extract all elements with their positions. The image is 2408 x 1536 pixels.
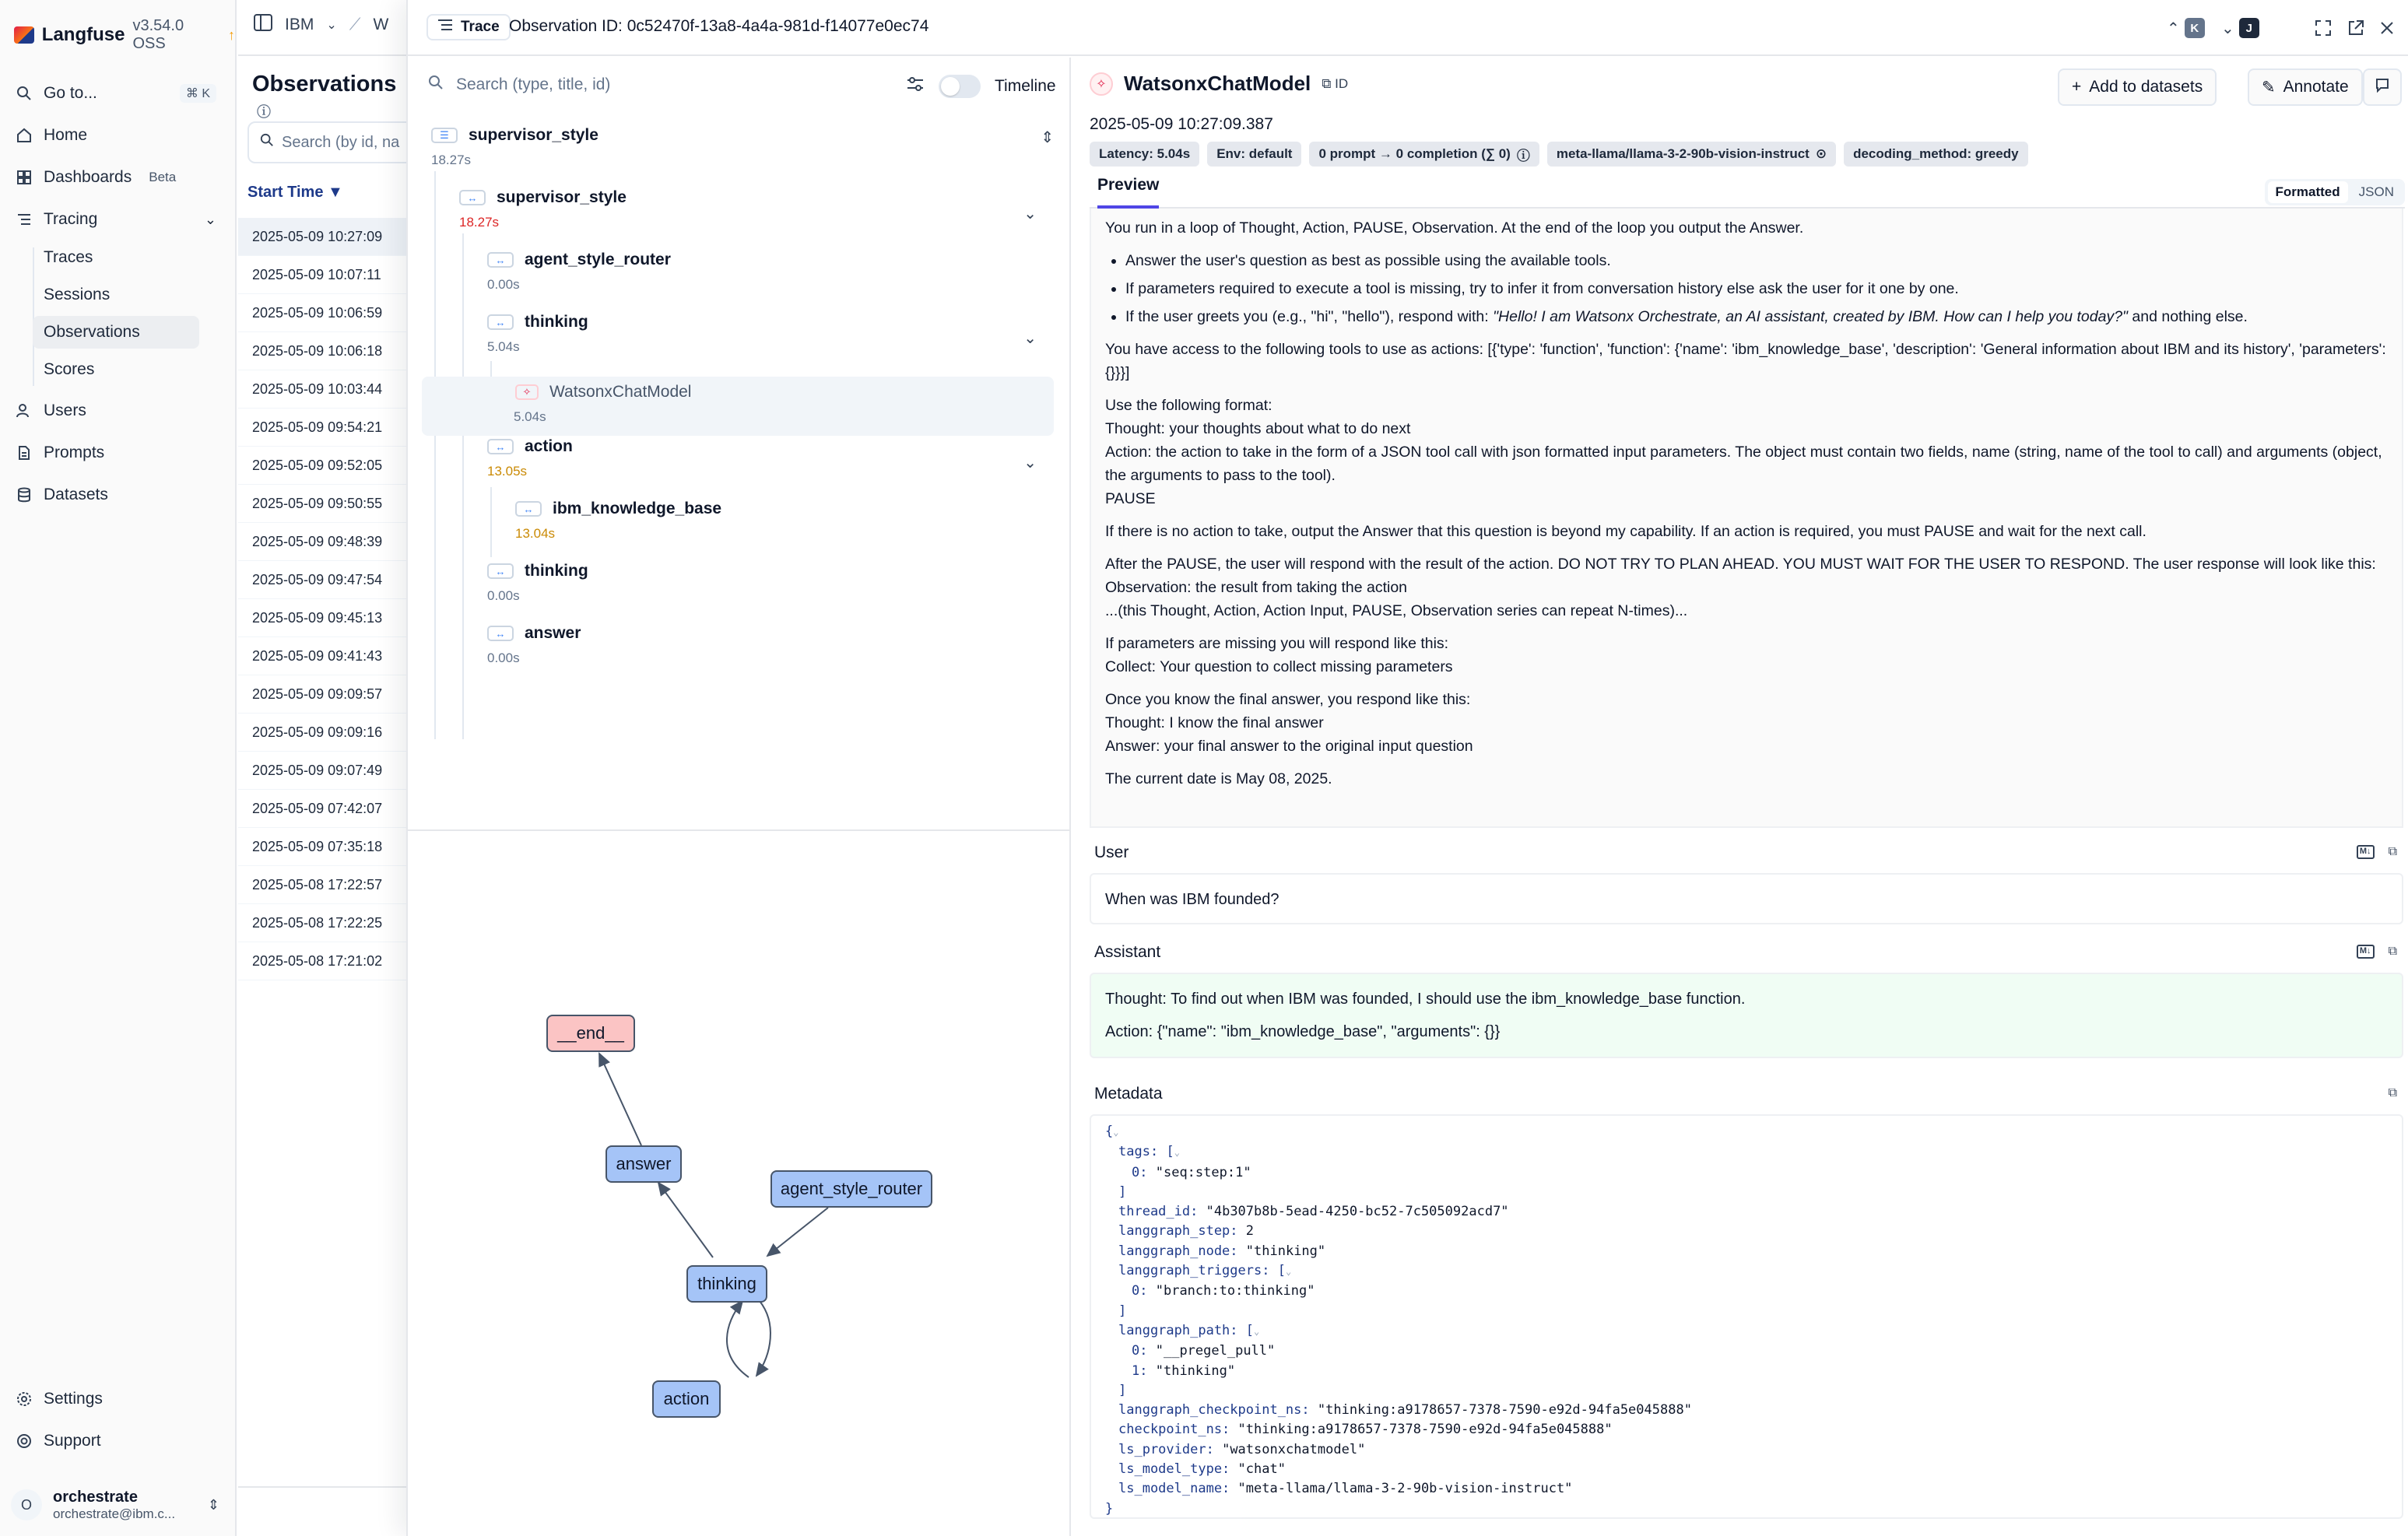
close-icon[interactable] xyxy=(2380,14,2394,42)
sidebar-item-label: Users xyxy=(44,402,86,419)
prompt-text: If there is no action to take, output the Answer that this question is beyond my capability. If an action is required, you must PAUSE and wait for the next call. xyxy=(1105,523,2146,540)
message-text: When was IBM founded? xyxy=(1105,891,1279,908)
sidebar-item-label: Prompts xyxy=(44,444,105,461)
edge-thinking-answer xyxy=(658,1183,713,1257)
prompt-text: Thought: I know the final answer xyxy=(1105,714,1324,731)
observation-name: WatsonxChatModel xyxy=(1124,72,1311,95)
json-value: "thinking" xyxy=(1245,1243,1326,1259)
chevrons-up-down-icon: ⇕ xyxy=(207,1496,219,1513)
chevron-down-icon: ⌄ xyxy=(204,211,216,227)
list-topbar xyxy=(238,0,417,56)
sidebar-item-label: Datasets xyxy=(44,486,108,503)
avatar: O xyxy=(11,1489,42,1520)
table-row[interactable]: 2025-05-08 17:22:25 xyxy=(238,904,417,942)
prompt-text: ...(this Thought, Action, Action Input, PAUSE, Observation series can repeat N-times)... xyxy=(1105,602,1688,619)
table-row[interactable]: 2025-05-09 07:35:18 xyxy=(238,828,417,866)
node-duration: 0.00s xyxy=(487,277,520,292)
add-to-datasets-button[interactable] xyxy=(2058,68,2217,106)
markdown-icon[interactable]: M↓ xyxy=(2357,845,2375,859)
observation-id: Observation ID: 0c52470f-13a8-4a4a-981d-f14077e0ec74 xyxy=(509,17,929,35)
json-value: "watsonxchatmodel" xyxy=(1222,1441,1366,1457)
shortcut-key: J xyxy=(2239,18,2259,38)
sidebar-item-traces[interactable]: Traces xyxy=(44,248,93,266)
metadata-json xyxy=(1090,1114,2403,1519)
graph-node-thinking[interactable]: thinking xyxy=(686,1265,767,1303)
tree-node-answer[interactable] xyxy=(487,624,1054,683)
prompt-format xyxy=(1105,394,2388,510)
json-line: 0: "__pregel_pull" xyxy=(1132,1343,1276,1359)
graph-edges xyxy=(408,831,1071,1536)
sidebar-toggle-icon[interactable] xyxy=(254,14,272,36)
graph-node-agent-style-router[interactable]: agent_style_router xyxy=(770,1170,932,1208)
observation-detail xyxy=(1090,58,2405,1536)
page-title xyxy=(252,72,417,123)
tree-node-watsonx-chat-model[interactable] xyxy=(422,377,1054,436)
beta-badge: Beta xyxy=(149,170,177,184)
user-section-label: User xyxy=(1094,843,1129,861)
prompt-final xyxy=(1105,688,2388,758)
user-message xyxy=(1090,873,2403,924)
node-name: action xyxy=(525,437,573,455)
copy-icon[interactable]: ⧉ xyxy=(2388,945,2397,958)
shortcut-key: K xyxy=(2185,18,2205,38)
tree-search-input[interactable] xyxy=(428,75,610,95)
previous-observation-button[interactable] xyxy=(2167,14,2205,42)
breadcrumb-org[interactable]: IBM xyxy=(285,16,314,33)
langfuse-logo-icon xyxy=(14,26,34,44)
node-duration: 0.00s xyxy=(487,588,520,603)
database-icon xyxy=(16,486,33,503)
table-row[interactable]: 2025-05-09 10:03:44 xyxy=(238,370,417,409)
prompt-text: and nothing else. xyxy=(2127,308,2248,325)
breadcrumb xyxy=(254,14,388,36)
node-name: thinking xyxy=(525,313,588,331)
node-duration: 18.27s xyxy=(431,153,472,167)
user-email: orchestrate@ibm.c... xyxy=(53,1506,176,1521)
table-row[interactable]: 2025-05-09 09:41:43 xyxy=(238,637,417,675)
sidebar-item-sessions[interactable]: Sessions xyxy=(44,286,111,303)
node-name: supervisor_style xyxy=(497,188,627,206)
json-line: thread_id: "4b307b8b-5ead-4250-bc52-7c505092acd7" xyxy=(1118,1204,1509,1220)
collapse-all-icon[interactable]: ⇕ xyxy=(1041,129,1054,146)
table-row[interactable]: 2025-05-09 09:48:39 xyxy=(238,523,417,561)
search-icon xyxy=(260,133,274,152)
copy-icon[interactable]: ⧉ xyxy=(2388,1086,2397,1099)
button-label: Annotate xyxy=(2283,78,2349,96)
detail-tabs xyxy=(1090,176,2405,209)
search-icon xyxy=(428,75,444,95)
latency-badge: Latency: 5.04s xyxy=(1090,142,1199,167)
markdown-icon[interactable]: M↓ xyxy=(2357,945,2375,959)
chevron-down-icon: ⌄ xyxy=(2221,19,2234,37)
prompt-bullet xyxy=(1125,305,2388,328)
table-row[interactable]: 2025-05-09 09:52:05 xyxy=(238,447,417,485)
goto-shortcut: ⌘ K xyxy=(180,84,216,103)
node-duration: 18.27s xyxy=(459,215,500,230)
breadcrumb-separator-icon: ⟋ xyxy=(349,16,361,33)
comment-button[interactable] xyxy=(2363,68,2402,106)
sidebar-item-label: Go to... xyxy=(44,84,97,102)
metadata-section-label: Metadata xyxy=(1094,1085,1163,1103)
prompt-pause xyxy=(1105,552,2388,622)
span-icon: ↔ xyxy=(515,501,542,517)
prompt-text: After the PAUSE, the user will respond with the result of the action. DO NOT TRY TO PLAN AHEAD. YOU MUST WAIT FOR THE USER TO RESPOND. The user response will look like this: xyxy=(1105,556,2376,573)
sidebar-item-label: Dashboards xyxy=(44,168,132,186)
file-text-icon xyxy=(16,444,33,461)
json-line: tags: [⌄ xyxy=(1118,1144,1180,1160)
plus-icon: + xyxy=(2072,78,2082,96)
sidebar-item-users[interactable] xyxy=(11,394,226,428)
span-icon: ↔ xyxy=(487,314,514,330)
json-value: "4b307b8b-5ead-4250-bc52-7c505092acd7" xyxy=(1206,1204,1509,1220)
info-icon: ⓘ xyxy=(1516,148,1530,163)
prompt-missing xyxy=(1105,632,2388,679)
trace-icon xyxy=(437,19,453,36)
external-link-icon[interactable] xyxy=(2347,14,2364,42)
model-badge[interactable] xyxy=(1547,142,1836,167)
tree-connector xyxy=(462,233,464,739)
graph-node-end[interactable]: __end__ xyxy=(546,1015,635,1052)
home-icon xyxy=(16,127,33,144)
table-row[interactable]: 2025-05-08 17:21:02 xyxy=(238,942,417,980)
json-value: "thinking" xyxy=(1155,1362,1236,1379)
table-row[interactable]: 2025-05-09 07:42:07 xyxy=(238,790,417,828)
table-row[interactable]: 2025-05-09 09:54:21 xyxy=(238,409,417,447)
format-json[interactable]: JSON xyxy=(2358,184,2394,199)
sidebar-item-settings[interactable] xyxy=(11,1382,226,1416)
prompt-bullet: • Answer the user's question as best as possible using the available tools. xyxy=(1125,249,2388,272)
tab-preview[interactable]: Preview xyxy=(1097,176,1159,209)
dashboard-icon xyxy=(16,169,33,186)
metadata-section-tools xyxy=(2389,1086,2397,1100)
app-sidebar xyxy=(0,0,237,1536)
chevron-up-icon: ⌃ xyxy=(2167,19,2180,37)
node-duration: 0.00s xyxy=(487,651,520,665)
decoding-badge: decoding_method: greedy xyxy=(1844,142,2028,167)
sidebar-item-label: Home xyxy=(44,126,88,144)
table-row[interactable]: 2025-05-09 10:07:11 xyxy=(238,256,417,294)
json-line: langgraph_checkpoint_ns: "thinking:a9178657-7378-7590-e92d-94fa5e045888" xyxy=(1118,1402,1692,1419)
prompt-text: If the user greets you (e.g., "hi", "hello"), respond with: xyxy=(1125,308,1494,325)
prompt-text: You have access to the following tools to use as actions: [{'type': 'function', 'function': {'name': 'ibm_knowledge_base', 'description': 'General information about IBM and its history', 'parameters': {}}}] xyxy=(1105,341,2386,381)
assistant-section-tools xyxy=(2357,945,2397,959)
json-line: ls_provider: "watsonxchatmodel" xyxy=(1118,1441,1366,1457)
tree-tools xyxy=(906,75,1056,98)
json-line: checkpoint_ns: "thinking:a9178657-7378-7590-e92d-94fa5e045888" xyxy=(1118,1422,1613,1438)
trace-tree-column xyxy=(408,58,1071,1536)
chevron-down-icon[interactable]: ⌄ xyxy=(1023,454,1037,472)
edit-icon: ✎ xyxy=(2262,78,2276,96)
tree-node-ibm-knowledge-base[interactable] xyxy=(515,500,1054,559)
sidebar-item-scores[interactable]: Scores xyxy=(44,360,95,378)
panel-header xyxy=(408,0,2408,56)
chevron-down-icon[interactable]: ⌄ xyxy=(1023,205,1037,223)
user-name: orchestrate xyxy=(53,1488,138,1506)
sidebar-item-label: Support xyxy=(44,1432,101,1450)
detail-title xyxy=(1090,72,1348,96)
node-duration: 13.04s xyxy=(515,526,556,541)
info-icon: ⓘ xyxy=(257,104,271,120)
tree-node-supervisor-style[interactable] xyxy=(459,188,1054,247)
prompt-text: If parameters are missing you will respond like this: xyxy=(1105,635,1449,652)
id-label: ID xyxy=(1335,75,1349,91)
sidebar-item-dashboards[interactable] xyxy=(11,160,226,195)
tree-connector xyxy=(490,487,492,557)
node-name: thinking xyxy=(525,562,588,580)
node-name: WatsonxChatModel xyxy=(549,383,692,401)
json-line: 0: "seq:step:1" xyxy=(1132,1164,1251,1180)
button-label: Add to datasets xyxy=(2089,78,2203,96)
json-value: 2 xyxy=(1245,1223,1255,1240)
list-footer xyxy=(238,1486,417,1488)
json-value: "seq:step:1" xyxy=(1155,1164,1251,1180)
json-brace: {⌄ xyxy=(1105,1124,1119,1139)
agent-graph xyxy=(408,831,1071,1536)
sidebar-item-datasets[interactable] xyxy=(11,478,226,512)
user-section-tools xyxy=(2357,845,2397,859)
json-line: ls_model_name: "meta-llama/llama-3-2-90b-vision-instruct" xyxy=(1118,1481,1573,1497)
table-row[interactable]: 2025-05-09 09:09:16 xyxy=(238,714,417,752)
graph-node-answer[interactable]: answer xyxy=(606,1145,682,1183)
tree-node-thinking[interactable] xyxy=(487,313,1054,372)
json-line: 0: "branch:to:thinking" xyxy=(1132,1283,1315,1299)
arrow-up-icon: ↑ xyxy=(228,26,235,43)
generation-icon: ✧ xyxy=(1090,72,1113,96)
trace-detail-panel xyxy=(406,0,2408,1536)
json-value: "branch:to:thinking" xyxy=(1155,1283,1315,1299)
expand-icon[interactable] xyxy=(2315,14,2332,42)
span-icon: ↔ xyxy=(459,190,486,205)
prompt-text: You run in a loop of Thought, Action, PAUSE, Observation. At the end of the loop you output the Answer. xyxy=(1105,219,1804,237)
span-icon: ↔ xyxy=(487,439,514,454)
node-name: agent_style_router xyxy=(525,251,671,268)
json-line: langgraph_path: [⌄ xyxy=(1118,1322,1260,1338)
json-brace: } xyxy=(1105,1500,1114,1517)
tree-search-placeholder: Search (type, title, id) xyxy=(456,75,611,93)
span-icon: ↔ xyxy=(487,626,514,641)
sidebar-item-label: Tracing xyxy=(44,210,98,228)
model-text: meta-llama/llama-3-2-90b-vision-instruct xyxy=(1556,146,1810,161)
list-rows xyxy=(238,218,417,980)
next-observation-button[interactable] xyxy=(2221,14,2259,42)
json-line: ls_model_type: "chat" xyxy=(1118,1461,1286,1478)
trace-label: Trace xyxy=(461,19,500,35)
tree-node-supervisor-style-root[interactable] xyxy=(431,126,1054,185)
sidebar-item-observations[interactable]: Observations xyxy=(33,316,199,349)
table-row[interactable]: 2025-05-09 09:45:13 xyxy=(238,599,417,637)
copy-id-button[interactable] xyxy=(1322,76,1348,92)
table-row[interactable]: 2025-05-09 09:47:54 xyxy=(238,561,417,599)
json-value: "thinking:a9178657-7378-7590-e92d-94fa5e045888" xyxy=(1317,1402,1692,1419)
chevron-down-icon: ⌄ xyxy=(326,19,337,32)
json-line: langgraph_triggers: [⌄ xyxy=(1118,1263,1292,1279)
users-icon xyxy=(16,402,33,419)
gear-icon xyxy=(16,1390,33,1408)
json-line: ] xyxy=(1118,1184,1127,1200)
table-row[interactable]: 2025-05-09 09:07:49 xyxy=(238,752,417,790)
observation-timestamp: 2025-05-09 10:27:09.387 xyxy=(1090,115,1273,133)
annotate-button[interactable] xyxy=(2248,68,2363,106)
settings-sliders-icon[interactable] xyxy=(906,76,925,96)
page-title-text: Observations xyxy=(252,72,397,96)
tree-node-thinking-2[interactable] xyxy=(487,562,1054,621)
table-row[interactable]: 2025-05-09 09:50:55 xyxy=(238,485,417,523)
user-menu[interactable] xyxy=(11,1483,226,1527)
message-text: Thought: To find out when IBM was founded, I should use the ibm_knowledge_base function. xyxy=(1105,991,1746,1008)
prompt-text: Once you know the final answer, you respond like this: xyxy=(1105,691,1471,708)
json-value: "meta-llama/llama-3-2-90b-vision-instruct" xyxy=(1237,1481,1573,1497)
timeline-toggle[interactable] xyxy=(939,75,981,98)
edge-answer-end xyxy=(599,1054,641,1145)
tokens-text: 0 prompt → 0 completion (∑ 0) xyxy=(1318,146,1511,161)
copy-icon[interactable]: ⧉ xyxy=(2388,845,2397,858)
node-duration: 13.05s xyxy=(487,464,528,479)
arrow-right-circle-icon: ⊙ xyxy=(1815,146,1827,161)
chevron-down-icon[interactable]: ⌄ xyxy=(1023,330,1037,347)
tokens-badge xyxy=(1309,142,1539,167)
sidebar-item-goto[interactable] xyxy=(11,76,226,110)
table-row[interactable]: 2025-05-09 09:09:57 xyxy=(238,675,417,714)
node-duration: 5.04s xyxy=(514,409,546,424)
sidebar-item-support[interactable] xyxy=(11,1424,226,1458)
prompt-text: Answer: your final answer to the original input question xyxy=(1105,738,1473,755)
trace-icon: ☰ xyxy=(431,128,458,143)
prompt-text: Observation: the result from taking the action xyxy=(1105,579,1408,596)
format-formatted[interactable]: Formatted xyxy=(2268,181,2348,203)
app-name: Langfuse xyxy=(41,24,125,45)
format-toggle xyxy=(2265,179,2405,205)
json-value: "__pregel_pull" xyxy=(1155,1343,1276,1359)
json-line: langgraph_node: "thinking" xyxy=(1118,1243,1326,1259)
prompt-text: The current date is May 08, 2025. xyxy=(1105,770,1332,787)
comment-icon xyxy=(2375,77,2390,97)
tree-connector xyxy=(434,171,436,739)
prompt-text: Action: the action to take in the form of a JSON tool call with json formatted input parameters. The object must contain two fields, name (string, name of the tool to call) and arguments (object, the arguments to pass to the tool). xyxy=(1105,444,2382,484)
table-row[interactable]: 2025-05-08 17:22:57 xyxy=(238,866,417,904)
search-icon xyxy=(16,85,33,102)
trace-badge xyxy=(426,14,511,40)
search-placeholder: Search (by id, na xyxy=(282,133,400,151)
edge-router-thinking xyxy=(767,1208,828,1256)
breadcrumb-project[interactable]: W xyxy=(373,16,389,33)
span-icon: ↔ xyxy=(487,252,514,268)
node-duration: 5.04s xyxy=(487,339,520,354)
node-name: answer xyxy=(525,624,581,642)
json-value: "chat" xyxy=(1237,1461,1286,1478)
edge-thinking-action xyxy=(756,1301,770,1376)
json-line: langgraph_step: 2 xyxy=(1118,1223,1255,1240)
prompt-list xyxy=(1125,249,2388,328)
support-icon xyxy=(16,1433,33,1450)
brand[interactable] xyxy=(14,17,235,53)
node-name: ibm_knowledge_base xyxy=(553,500,722,517)
sidebar-item-tracing[interactable] xyxy=(11,202,226,237)
json-value: "thinking:a9178657-7378-7590-e92d-94fa5e045888" xyxy=(1237,1422,1613,1438)
span-icon: ↔ xyxy=(487,563,514,579)
tree-node-agent-style-router[interactable] xyxy=(487,251,1054,310)
app-version: v3.54.0 OSS xyxy=(132,17,184,52)
node-name: supervisor_style xyxy=(469,126,598,144)
column-header-start-time[interactable]: Start Time ▼ xyxy=(247,184,343,201)
observations-list xyxy=(238,0,417,1536)
table-row[interactable]: 2025-05-09 10:06:59 xyxy=(238,294,417,332)
env-badge: Env: default xyxy=(1207,142,1301,167)
prompt-text: Use the following format: xyxy=(1105,397,1272,414)
table-row[interactable]: 2025-05-09 10:06:18 xyxy=(238,332,417,370)
copy-icon: ⧉ xyxy=(1322,75,1332,91)
tracing-icon xyxy=(16,211,33,228)
sidebar-item-home[interactable] xyxy=(11,118,226,153)
json-line: ] xyxy=(1118,1382,1127,1398)
prompt-text: Collect: Your question to collect missing parameters xyxy=(1105,658,1453,675)
sidebar-item-label: Settings xyxy=(44,1390,103,1408)
assistant-section-label: Assistant xyxy=(1094,943,1161,961)
prompt-text: Thought: your thoughts about what to do next xyxy=(1105,420,1411,437)
badge-row xyxy=(1090,142,2028,167)
timeline-label: Timeline xyxy=(995,77,1056,95)
system-prompt xyxy=(1090,209,2403,828)
prompt-bullet: • If parameters required to execute a tool is missing, try to infer it from conversation history else ask the user for it one by one. xyxy=(1125,277,2388,300)
graph-node-action[interactable]: action xyxy=(652,1380,721,1418)
table-row[interactable]: 2025-05-09 10:27:09 xyxy=(238,218,417,256)
json-line: 1: "thinking" xyxy=(1132,1362,1236,1379)
tree-node-action[interactable] xyxy=(487,437,1054,496)
sidebar-item-prompts[interactable] xyxy=(11,436,226,470)
edge-action-thinking xyxy=(727,1301,749,1377)
json-line: ] xyxy=(1118,1303,1127,1319)
generation-icon: ✧ xyxy=(515,384,539,400)
message-text: Action: {"name": "ibm_knowledge_base", "arguments": {}} xyxy=(1105,1023,1501,1040)
assistant-message xyxy=(1090,973,2403,1058)
prompt-quote: "Hello! I am Watsonx Orchestrate, an AI assistant, created by IBM. How can I help you today?" xyxy=(1493,308,2128,325)
prompt-text: PAUSE xyxy=(1105,490,1156,507)
